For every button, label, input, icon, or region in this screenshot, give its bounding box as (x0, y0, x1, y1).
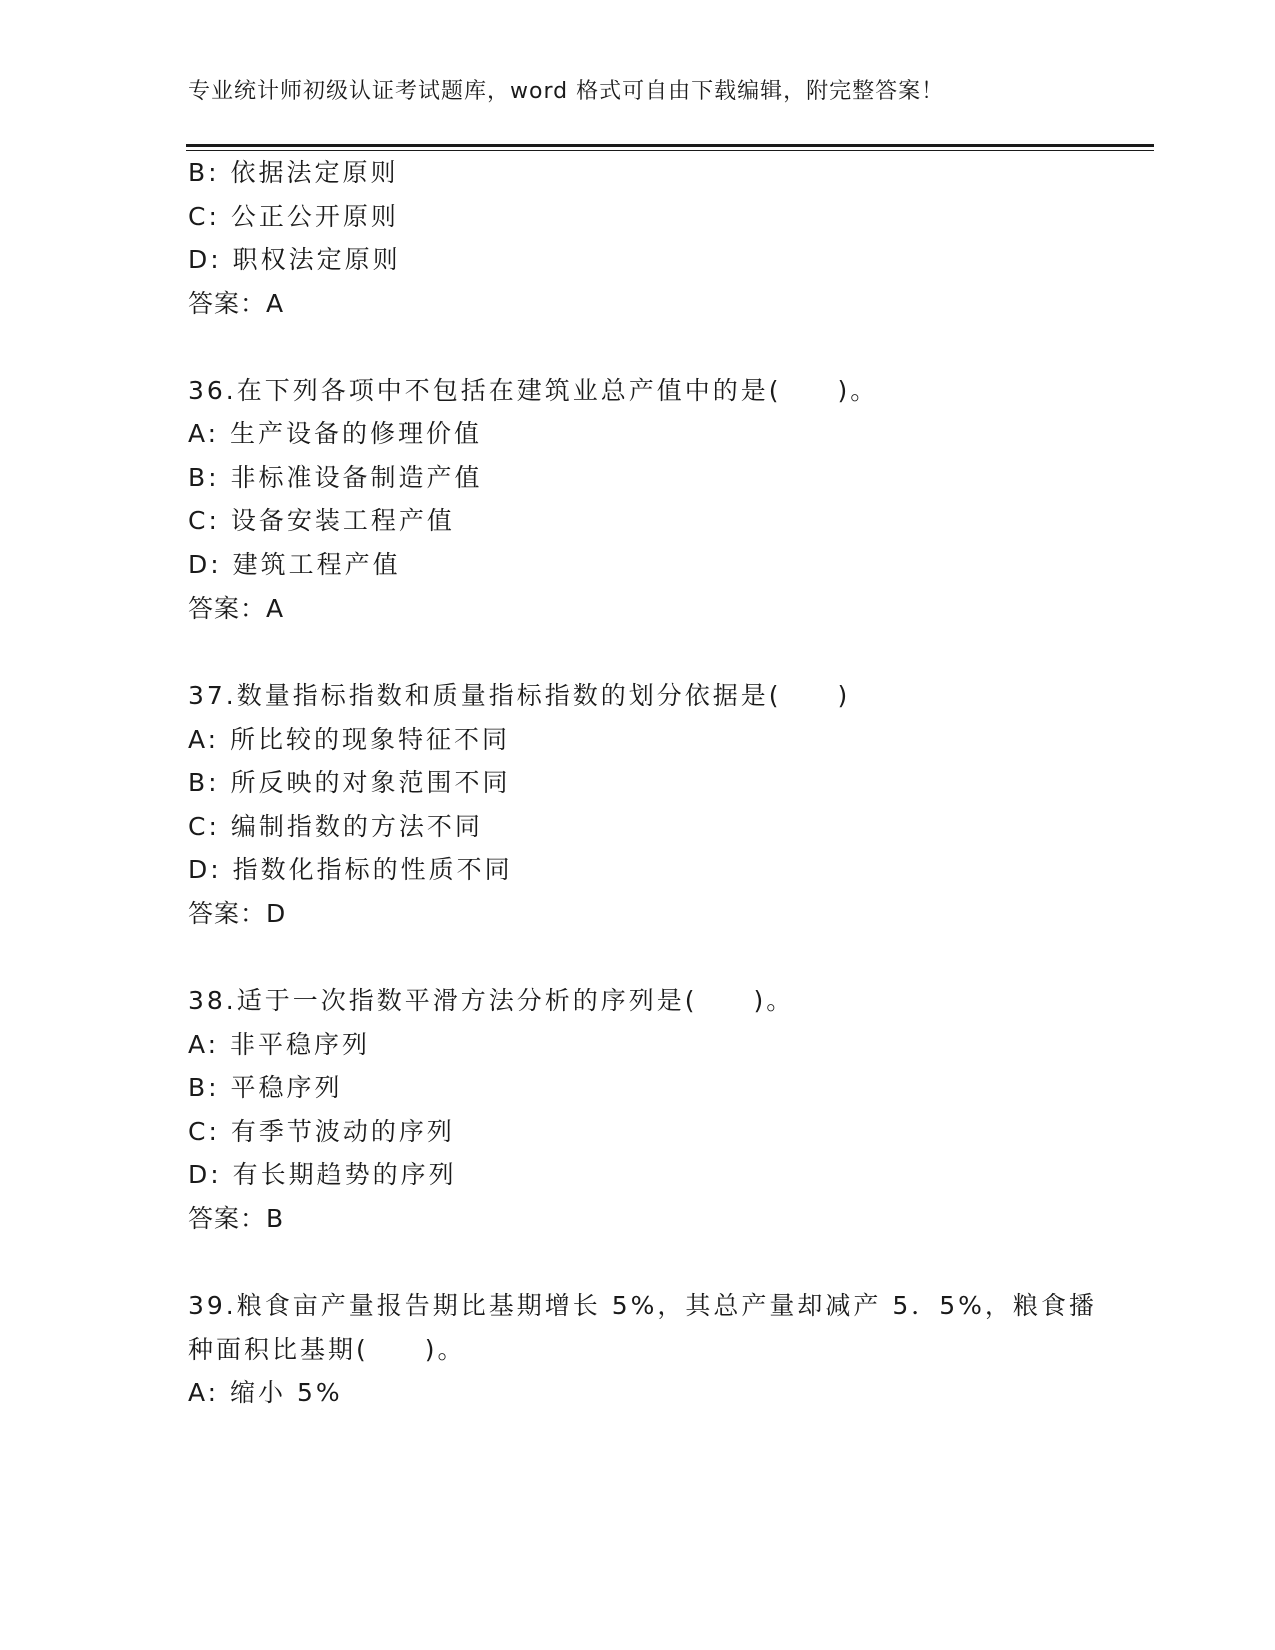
option-c: C: 设备安装工程产值 (188, 506, 455, 535)
answer: 答案：B (188, 1204, 285, 1233)
header-rule-thin (186, 150, 1154, 151)
option-a: A: 缩小 5% (188, 1378, 343, 1407)
answer: 答案：D (188, 899, 287, 928)
option-a: A: 所比较的现象特征不同 (188, 725, 511, 754)
question-38-stem: 38.适于一次指数平滑方法分析的序列是( )。 (188, 986, 795, 1015)
page-header: 专业统计师初级认证考试题库，word 格式可自由下载编辑，附完整答案！ (188, 79, 945, 104)
option-a: A: 非平稳序列 (188, 1030, 371, 1059)
option-d: D: 指数化指标的性质不同 (188, 855, 513, 884)
question-39-stem-cont: 种面积比基期( )。 (188, 1335, 466, 1364)
option-a: A: 生产设备的修理价值 (188, 419, 483, 448)
option-c: C: 公正公开原则 (188, 202, 399, 231)
question-39-stem: 39.粮食亩产量报告期比基期增长 5%，其总产量却减产 5．5%，粮食播 (188, 1291, 1097, 1320)
question-37-stem: 37.数量指标指数和质量指标指数的划分依据是( ) (188, 681, 851, 710)
option-b: B: 非标准设备制造产值 (188, 463, 483, 492)
header-rule-thick (186, 144, 1154, 147)
option-d: D: 建筑工程产值 (188, 550, 401, 579)
option-b: B: 平稳序列 (188, 1073, 343, 1102)
option-c: C: 编制指数的方法不同 (188, 812, 483, 841)
answer: 答案：A (188, 289, 285, 318)
option-b: B: 所反映的对象范围不同 (188, 768, 511, 797)
option-b: B: 依据法定原则 (188, 158, 399, 187)
question-36-stem: 36.在下列各项中不包括在建筑业总产值中的是( )。 (188, 376, 879, 405)
option-d: D: 职权法定原则 (188, 245, 401, 274)
option-d: D: 有长期趋势的序列 (188, 1160, 457, 1189)
option-c: C: 有季节波动的序列 (188, 1117, 455, 1146)
answer: 答案：A (188, 594, 285, 623)
